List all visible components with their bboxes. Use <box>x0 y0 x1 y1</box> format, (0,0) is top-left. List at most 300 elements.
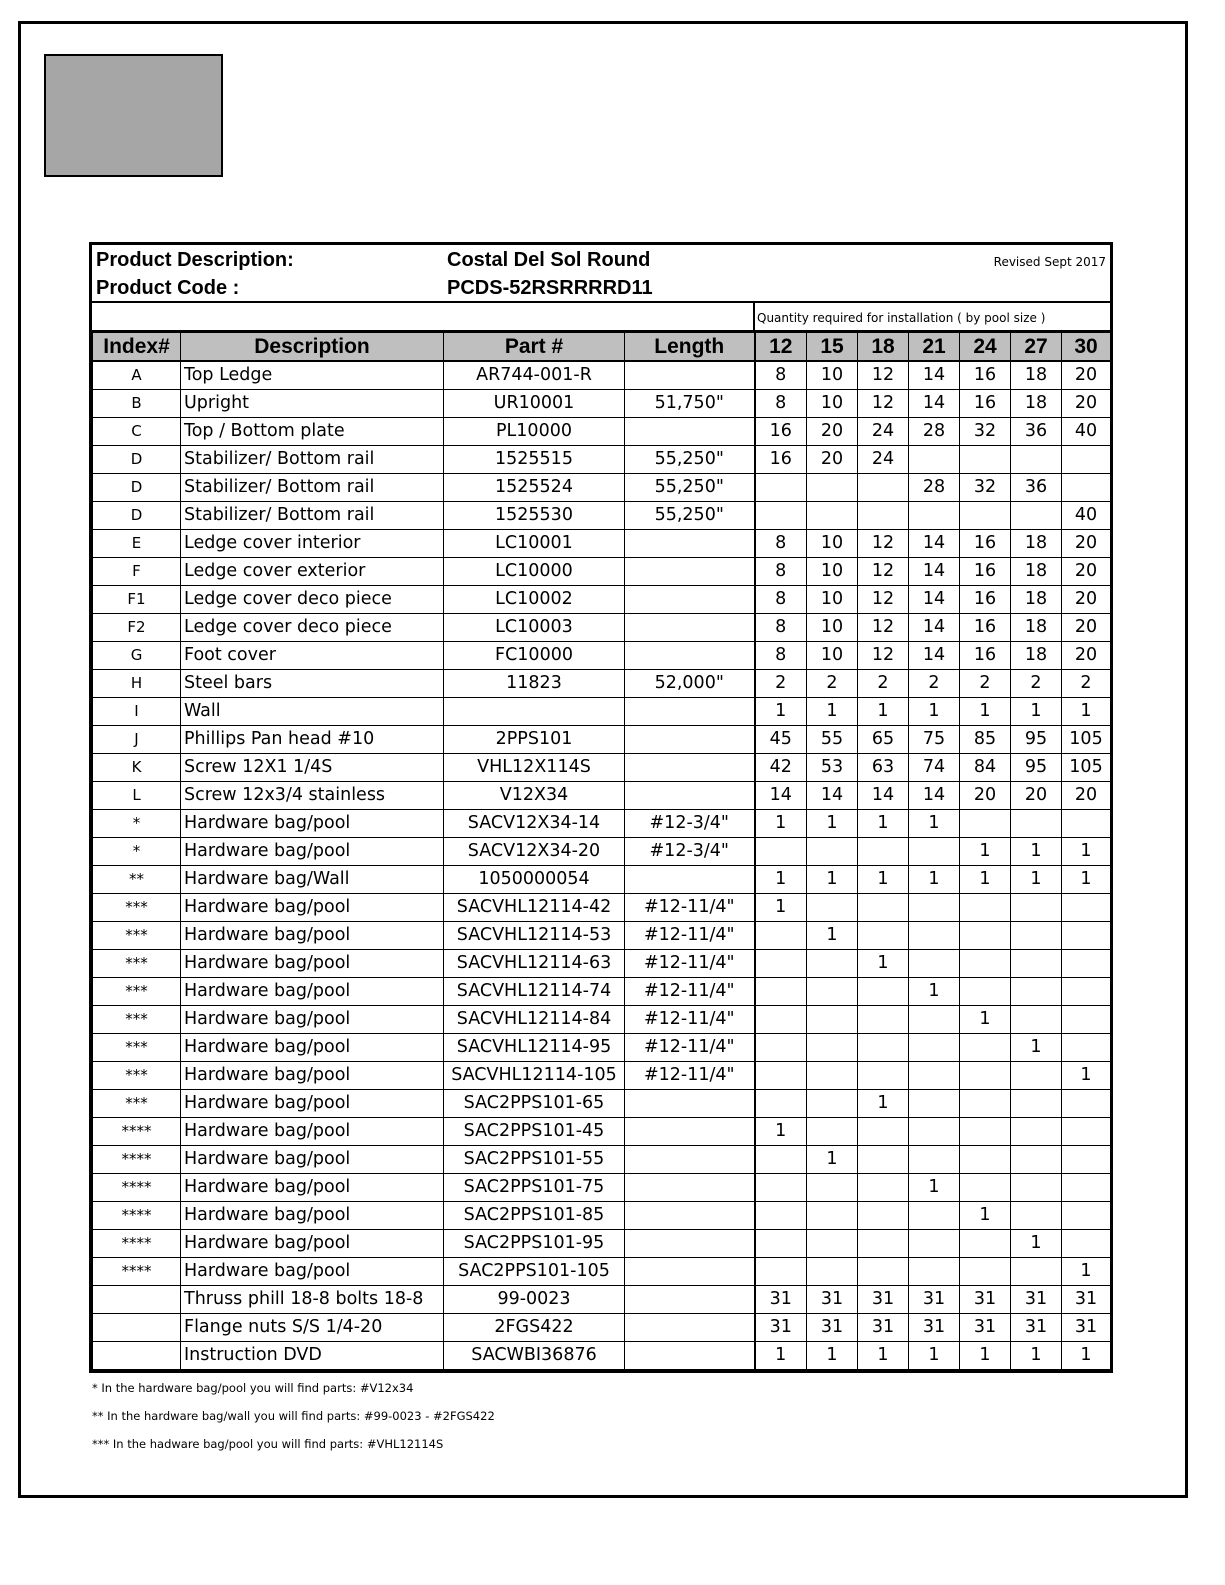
qty-cell <box>755 950 807 978</box>
description-cell: Hardware bag/pool <box>181 1258 444 1286</box>
qty-cell <box>960 1062 1011 1090</box>
qty-cell <box>755 1062 807 1090</box>
qty-cell <box>807 502 858 530</box>
qty-cell <box>755 838 807 866</box>
qty-cell <box>1062 894 1111 922</box>
part-cell: SACV12X34-20 <box>444 838 625 866</box>
table-row <box>93 698 1111 726</box>
table-row <box>93 1146 1111 1174</box>
table-row <box>93 642 1111 670</box>
description-cell: Hardware bag/pool <box>181 1090 444 1118</box>
qty-cell: 1 <box>755 698 807 726</box>
qty-cell: 55 <box>807 726 858 754</box>
table-row <box>93 754 1111 782</box>
col-size: 27 <box>1011 332 1062 362</box>
table-header-row <box>93 332 1111 362</box>
col-index: Index# <box>93 332 181 362</box>
length-cell <box>625 754 755 782</box>
part-cell: SACVHL12114-63 <box>444 950 625 978</box>
qty-cell: 31 <box>858 1286 909 1314</box>
qty-cell <box>858 1174 909 1202</box>
qty-cell: 12 <box>858 558 909 586</box>
part-cell: UR10001 <box>444 390 625 418</box>
qty-cell: 14 <box>909 390 960 418</box>
qty-cell <box>909 502 960 530</box>
qty-cell: 20 <box>1062 614 1111 642</box>
qty-cell <box>960 922 1011 950</box>
qty-cell: 20 <box>1062 361 1111 390</box>
length-cell: #12-11/4" <box>625 1062 755 1090</box>
table-row <box>93 1202 1111 1230</box>
description-cell: Hardware bag/pool <box>181 1006 444 1034</box>
index-cell: G <box>93 642 181 670</box>
qty-cell: 1 <box>858 698 909 726</box>
qty-cell <box>909 1230 960 1258</box>
qty-cell: 31 <box>909 1286 960 1314</box>
logo-placeholder <box>44 54 223 177</box>
part-cell: SAC2PPS101-45 <box>444 1118 625 1146</box>
qty-cell: 14 <box>909 361 960 390</box>
qty-cell: 14 <box>909 782 960 810</box>
footnotes <box>92 1380 495 1464</box>
part-cell: 99-0023 <box>444 1286 625 1314</box>
qty-cell: 1 <box>807 922 858 950</box>
qty-cell: 1 <box>1011 866 1062 894</box>
qty-cell <box>807 1118 858 1146</box>
length-cell <box>625 1202 755 1230</box>
description-cell: Top / Bottom plate <box>181 418 444 446</box>
table-row <box>93 558 1111 586</box>
qty-cell <box>1011 446 1062 474</box>
qty-cell <box>807 1230 858 1258</box>
qty-cell <box>858 978 909 1006</box>
qty-cell: 1 <box>1011 1230 1062 1258</box>
table-row <box>93 1118 1111 1146</box>
qty-cell: 10 <box>807 642 858 670</box>
qty-cell <box>807 1090 858 1118</box>
qty-cell: 53 <box>807 754 858 782</box>
qty-cell: 24 <box>858 446 909 474</box>
description-cell: Ledge cover interior <box>181 530 444 558</box>
description-cell: Screw 12x3/4 stainless <box>181 782 444 810</box>
qty-cell <box>1011 1258 1062 1286</box>
description-cell: Hardware bag/Wall <box>181 866 444 894</box>
qty-cell <box>1011 922 1062 950</box>
qty-cell: 20 <box>1062 390 1111 418</box>
qty-cell: 84 <box>960 754 1011 782</box>
index-cell <box>93 1314 181 1342</box>
qty-cell: 8 <box>755 361 807 390</box>
parts-sheet <box>89 242 1113 1373</box>
qty-cell: 20 <box>1011 782 1062 810</box>
length-cell: #12-3/4" <box>625 838 755 866</box>
qty-cell: 1 <box>755 1118 807 1146</box>
qty-cell: 1 <box>807 1146 858 1174</box>
qty-cell: 16 <box>755 418 807 446</box>
qty-cell <box>807 950 858 978</box>
qty-cell <box>909 922 960 950</box>
qty-cell <box>960 1146 1011 1174</box>
index-cell: *** <box>93 922 181 950</box>
qty-cell: 1 <box>1011 838 1062 866</box>
index-cell: A <box>93 361 181 390</box>
qty-cell: 31 <box>960 1314 1011 1342</box>
qty-cell: 18 <box>1011 558 1062 586</box>
index-cell: *** <box>93 894 181 922</box>
qty-cell <box>1062 1034 1111 1062</box>
qty-cell <box>1062 1202 1111 1230</box>
qty-cell: 40 <box>1062 418 1111 446</box>
qty-cell <box>858 1118 909 1146</box>
qty-cell: 31 <box>807 1286 858 1314</box>
length-cell: 55,250" <box>625 502 755 530</box>
qty-cell: 14 <box>909 558 960 586</box>
qty-cell <box>960 810 1011 838</box>
part-cell: 2PPS101 <box>444 726 625 754</box>
part-cell: 1525524 <box>444 474 625 502</box>
qty-cell <box>1011 1118 1062 1146</box>
qty-cell <box>960 1090 1011 1118</box>
product-description-value: Costal Del Sol Round <box>447 249 651 271</box>
length-cell <box>625 614 755 642</box>
qty-cell <box>1011 1146 1062 1174</box>
index-cell: *** <box>93 1006 181 1034</box>
description-cell: Hardware bag/pool <box>181 838 444 866</box>
qty-cell: 1 <box>960 1342 1011 1370</box>
part-cell: LC10000 <box>444 558 625 586</box>
qty-cell <box>909 1202 960 1230</box>
qty-cell <box>755 474 807 502</box>
qty-cell: 18 <box>1011 642 1062 670</box>
table-row <box>93 1314 1111 1342</box>
qty-cell: 18 <box>1011 614 1062 642</box>
qty-cell <box>960 1174 1011 1202</box>
parts-table <box>92 330 1111 1370</box>
qty-cell: 1 <box>1011 1342 1062 1370</box>
table-row <box>93 1006 1111 1034</box>
qty-cell <box>1011 950 1062 978</box>
table-row <box>93 978 1111 1006</box>
qty-cell: 20 <box>1062 558 1111 586</box>
caption-divider <box>753 302 755 330</box>
qty-cell: 1 <box>755 894 807 922</box>
qty-cell: 16 <box>960 558 1011 586</box>
table-row <box>93 1286 1111 1314</box>
index-cell <box>93 1342 181 1370</box>
part-cell: SAC2PPS101-65 <box>444 1090 625 1118</box>
qty-cell: 16 <box>755 446 807 474</box>
part-cell: LC10001 <box>444 530 625 558</box>
qty-cell: 16 <box>960 642 1011 670</box>
qty-cell <box>960 978 1011 1006</box>
description-cell: Screw 12X1 1/4S <box>181 754 444 782</box>
index-cell: ** <box>93 866 181 894</box>
description-cell: Hardware bag/pool <box>181 1118 444 1146</box>
index-cell: I <box>93 698 181 726</box>
qty-cell: 18 <box>1011 361 1062 390</box>
table-row <box>93 418 1111 446</box>
qty-cell <box>1011 1202 1062 1230</box>
description-cell: Stabilizer/ Bottom rail <box>181 446 444 474</box>
qty-cell: 105 <box>1062 754 1111 782</box>
qty-cell: 1 <box>858 950 909 978</box>
table-row <box>93 922 1111 950</box>
qty-cell <box>858 502 909 530</box>
length-cell <box>625 782 755 810</box>
qty-cell: 1 <box>858 810 909 838</box>
qty-cell: 1 <box>1011 1034 1062 1062</box>
part-cell: 1050000054 <box>444 866 625 894</box>
index-cell: D <box>93 474 181 502</box>
qty-cell <box>1011 502 1062 530</box>
length-cell <box>625 642 755 670</box>
part-cell: SAC2PPS101-95 <box>444 1230 625 1258</box>
qty-cell: 2 <box>807 670 858 698</box>
table-row <box>93 1230 1111 1258</box>
qty-cell <box>909 1062 960 1090</box>
index-cell: D <box>93 502 181 530</box>
qty-cell: 31 <box>1011 1286 1062 1314</box>
qty-cell: 1 <box>807 1342 858 1370</box>
length-cell <box>625 1314 755 1342</box>
qty-cell: 1 <box>755 866 807 894</box>
col-size: 12 <box>755 332 807 362</box>
qty-cell: 85 <box>960 726 1011 754</box>
qty-cell: 1 <box>1062 698 1111 726</box>
qty-cell <box>909 1118 960 1146</box>
qty-cell <box>960 1230 1011 1258</box>
qty-cell <box>755 1034 807 1062</box>
index-cell: **** <box>93 1230 181 1258</box>
qty-cell <box>858 838 909 866</box>
qty-cell <box>960 894 1011 922</box>
index-cell: **** <box>93 1174 181 1202</box>
description-cell: Phillips Pan head #10 <box>181 726 444 754</box>
qty-cell <box>960 950 1011 978</box>
qty-cell: 31 <box>909 1314 960 1342</box>
qty-cell: 16 <box>960 390 1011 418</box>
qty-cell <box>858 1146 909 1174</box>
index-cell: F1 <box>93 586 181 614</box>
qty-cell <box>755 1146 807 1174</box>
length-cell <box>625 698 755 726</box>
qty-cell <box>1011 1174 1062 1202</box>
qty-cell <box>909 1258 960 1286</box>
qty-cell: 63 <box>858 754 909 782</box>
qty-cell: 12 <box>858 614 909 642</box>
description-cell: Hardware bag/pool <box>181 1062 444 1090</box>
footnote: * In the hardware bag/pool you will find parts: #V12x34 <box>92 1381 414 1395</box>
qty-cell: 24 <box>858 418 909 446</box>
qty-cell: 20 <box>1062 782 1111 810</box>
index-cell: *** <box>93 1062 181 1090</box>
qty-cell <box>755 1090 807 1118</box>
qty-cell <box>960 502 1011 530</box>
part-cell: SAC2PPS101-75 <box>444 1174 625 1202</box>
part-cell: SAC2PPS101-55 <box>444 1146 625 1174</box>
qty-cell: 8 <box>755 586 807 614</box>
part-cell: SAC2PPS101-85 <box>444 1202 625 1230</box>
description-cell: Ledge cover exterior <box>181 558 444 586</box>
qty-cell: 12 <box>858 361 909 390</box>
qty-cell: 1 <box>960 698 1011 726</box>
part-cell: 2FGS422 <box>444 1314 625 1342</box>
qty-cell: 45 <box>755 726 807 754</box>
qty-cell <box>1062 1090 1111 1118</box>
qty-cell: 31 <box>1011 1314 1062 1342</box>
part-cell: SACVHL12114-84 <box>444 1006 625 1034</box>
table-row <box>93 1034 1111 1062</box>
qty-cell: 18 <box>1011 586 1062 614</box>
footnote: ** In the hardware bag/wall you will find parts: #99-0023 - #2FGS422 <box>92 1409 495 1423</box>
qty-cell <box>909 950 960 978</box>
qty-cell: 16 <box>960 530 1011 558</box>
description-cell: Hardware bag/pool <box>181 922 444 950</box>
qty-cell <box>1062 1230 1111 1258</box>
length-cell: 55,250" <box>625 446 755 474</box>
length-cell <box>625 866 755 894</box>
qty-cell <box>1062 1146 1111 1174</box>
index-cell: E <box>93 530 181 558</box>
length-cell <box>625 1118 755 1146</box>
description-cell: Hardware bag/pool <box>181 1174 444 1202</box>
length-cell <box>625 726 755 754</box>
qty-cell <box>807 1034 858 1062</box>
table-row <box>93 1174 1111 1202</box>
qty-cell <box>755 978 807 1006</box>
qty-cell <box>807 894 858 922</box>
qty-cell <box>960 1034 1011 1062</box>
table-row <box>93 474 1111 502</box>
qty-cell <box>960 446 1011 474</box>
qty-cell <box>1062 950 1111 978</box>
part-cell: SACVHL12114-74 <box>444 978 625 1006</box>
qty-cell: 1 <box>858 1090 909 1118</box>
qty-cell: 18 <box>1011 390 1062 418</box>
qty-cell: 1 <box>807 698 858 726</box>
description-cell: Stabilizer/ Bottom rail <box>181 474 444 502</box>
qty-cell: 31 <box>1062 1314 1111 1342</box>
part-cell: SACVHL12114-42 <box>444 894 625 922</box>
description-cell: Top Ledge <box>181 361 444 390</box>
table-row <box>93 950 1111 978</box>
index-cell <box>93 1286 181 1314</box>
qty-cell: 14 <box>909 614 960 642</box>
col-part: Part # <box>444 332 625 362</box>
qty-cell <box>1062 978 1111 1006</box>
part-cell: 1525515 <box>444 446 625 474</box>
product-code-label: Product Code : <box>96 277 240 299</box>
index-cell: *** <box>93 978 181 1006</box>
qty-cell: 36 <box>1011 474 1062 502</box>
index-cell: B <box>93 390 181 418</box>
product-description-label: Product Description: <box>96 249 294 271</box>
qty-cell: 1 <box>909 1342 960 1370</box>
qty-cell: 14 <box>909 530 960 558</box>
index-cell: **** <box>93 1202 181 1230</box>
qty-cell: 20 <box>1062 586 1111 614</box>
table-row <box>93 390 1111 418</box>
index-cell: C <box>93 418 181 446</box>
qty-cell: 14 <box>909 642 960 670</box>
description-cell: Foot cover <box>181 642 444 670</box>
qty-cell: 31 <box>1062 1286 1111 1314</box>
length-cell: 51,750" <box>625 390 755 418</box>
qty-cell <box>755 1174 807 1202</box>
qty-cell: 8 <box>755 642 807 670</box>
qty-cell <box>909 1146 960 1174</box>
qty-cell: 1 <box>1062 1062 1111 1090</box>
qty-cell: 31 <box>755 1286 807 1314</box>
length-cell <box>625 586 755 614</box>
qty-cell: 2 <box>960 670 1011 698</box>
part-cell: SAC2PPS101-105 <box>444 1258 625 1286</box>
part-cell: PL10000 <box>444 418 625 446</box>
table-row <box>93 502 1111 530</box>
qty-cell: 8 <box>755 558 807 586</box>
qty-cell: 105 <box>1062 726 1111 754</box>
qty-cell <box>909 894 960 922</box>
qty-cell: 20 <box>807 418 858 446</box>
length-cell: #12-11/4" <box>625 950 755 978</box>
length-cell: #12-11/4" <box>625 922 755 950</box>
qty-cell <box>858 1202 909 1230</box>
qty-cell: 28 <box>909 474 960 502</box>
qty-cell <box>909 1006 960 1034</box>
qty-cell: 2 <box>1011 670 1062 698</box>
qty-cell <box>1062 446 1111 474</box>
qty-cell: 1 <box>909 810 960 838</box>
col-size: 24 <box>960 332 1011 362</box>
part-cell: V12X34 <box>444 782 625 810</box>
qty-cell: 8 <box>755 390 807 418</box>
qty-cell: 31 <box>960 1286 1011 1314</box>
qty-cell <box>807 474 858 502</box>
qty-cell <box>1062 474 1111 502</box>
qty-cell <box>858 894 909 922</box>
length-cell <box>625 558 755 586</box>
qty-cell: 1 <box>807 866 858 894</box>
qty-cell: 1 <box>755 810 807 838</box>
length-cell: 52,000" <box>625 670 755 698</box>
qty-cell: 1 <box>960 838 1011 866</box>
qty-cell <box>1062 922 1111 950</box>
qty-cell <box>909 838 960 866</box>
qty-cell: 1 <box>807 810 858 838</box>
qty-cell: 20 <box>960 782 1011 810</box>
length-cell <box>625 1286 755 1314</box>
length-cell: #12-11/4" <box>625 1034 755 1062</box>
qty-cell: 1 <box>909 1174 960 1202</box>
part-cell: FC10000 <box>444 642 625 670</box>
qty-cell <box>755 502 807 530</box>
qty-cell: 1 <box>909 866 960 894</box>
index-cell: H <box>93 670 181 698</box>
description-cell: Hardware bag/pool <box>181 1146 444 1174</box>
col-size: 15 <box>807 332 858 362</box>
qty-cell: 8 <box>755 530 807 558</box>
qty-cell: 14 <box>909 586 960 614</box>
qty-cell <box>858 922 909 950</box>
qty-cell <box>1011 1090 1062 1118</box>
length-cell <box>625 418 755 446</box>
description-cell: Instruction DVD <box>181 1342 444 1370</box>
table-row <box>93 1062 1111 1090</box>
qty-cell: 1 <box>960 1202 1011 1230</box>
product-code-value: PCDS-52RSRRRRD11 <box>447 277 653 299</box>
part-cell: LC10002 <box>444 586 625 614</box>
description-cell: Hardware bag/pool <box>181 1202 444 1230</box>
